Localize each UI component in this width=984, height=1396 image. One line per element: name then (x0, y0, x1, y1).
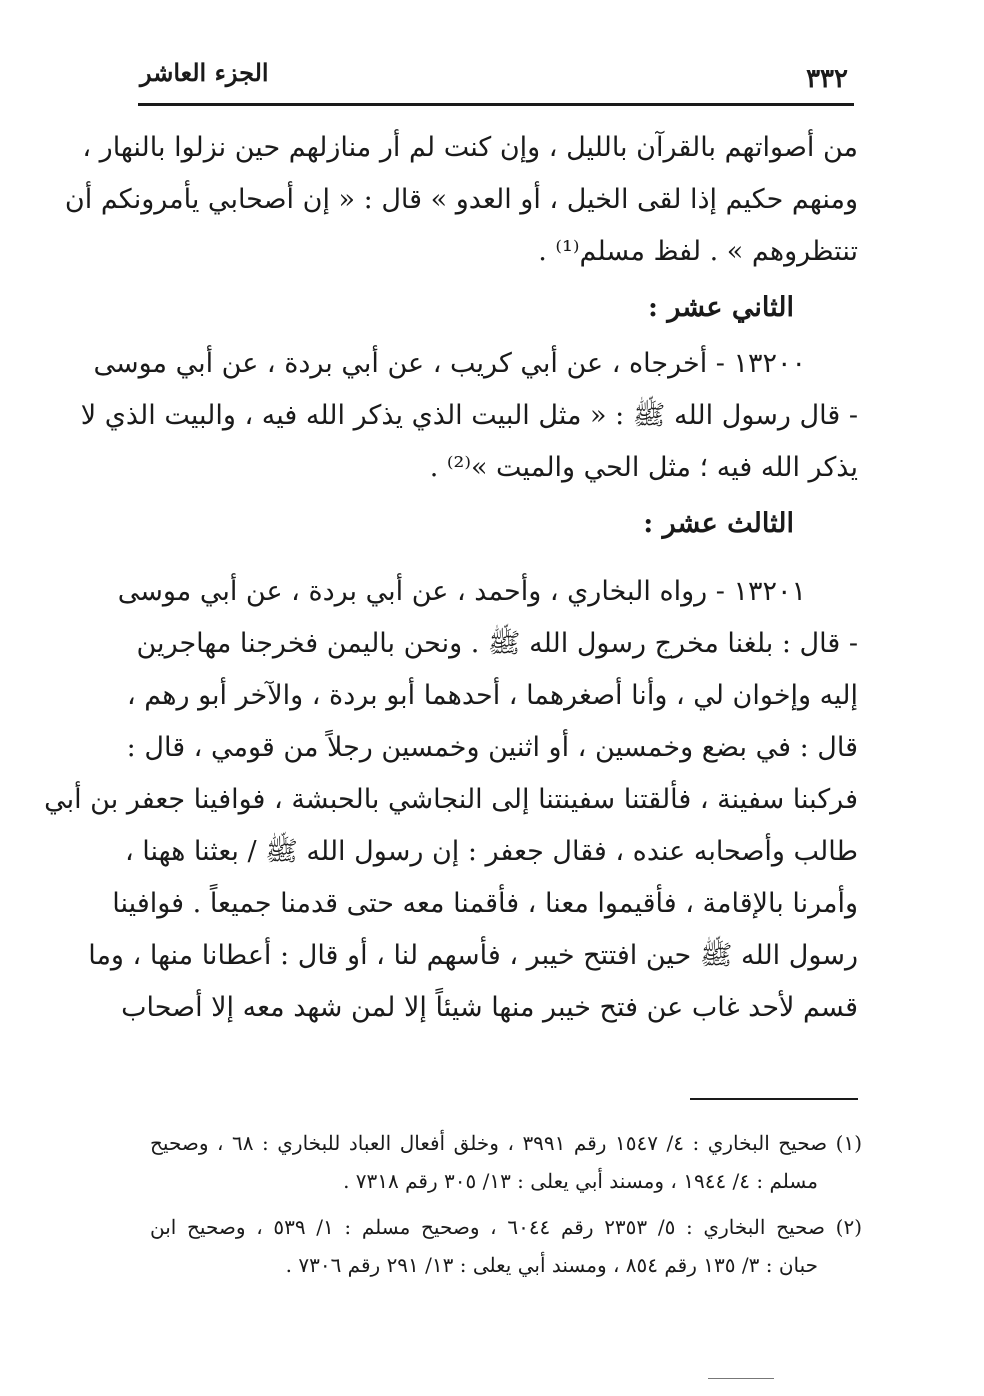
text-line: من أصواتهم بالقرآن بالليل ، وإن كنت لم أر منازلهم حين نزلوا بالنهار ، (82, 132, 858, 163)
page-number: ٣٣٢ (806, 64, 848, 94)
hadith-line: ١٣٢٠١ - رواه البخاري ، وأحمد ، عن أبي بردة ، عن أبي موسى (117, 576, 806, 607)
scan-mark (708, 1378, 774, 1379)
hadith-line: قال : في بضع وخمسين ، أو اثنين وخمسين رجلاً من قومي ، قال : (126, 732, 858, 763)
header-rule (138, 103, 854, 106)
footnote-1-line: (١) صحيح البخاري : ٤/ ١٥٤٧ رقم ٣٩٩١ ، وخلق أفعال العباد للبخاري : ٦٨ ، وصحيح (150, 1131, 862, 1155)
footnote-2-line: حبان : ٣/ ١٣٥ رقم ٨٥٤ ، ومسند أبي يعلى : ١٣/ ٢٩١ رقم ٧٣٠٦ . (285, 1253, 818, 1277)
footnote-1-line: مسلم : ٤/ ١٩٤٤ ، ومسند أبي يعلى : ١٣/ ٣٠٥ رقم ٧٣١٨ . (343, 1169, 818, 1193)
footnotes (150, 1124, 862, 1284)
section-heading: الثاني عشر : (648, 292, 794, 323)
hadith-line: ١٣٢٠٠ - أخرجاه ، عن أبي كريب ، عن أبي بردة ، عن أبي موسى (93, 348, 806, 379)
hadith-line: رسول الله ﷺ حين افتتح خيبر ، فأسهم لنا ، أو قال : أعطانا منها ، وما (88, 940, 858, 971)
hadith-line: - قال رسول الله ﷺ : « مثل البيت الذي يذكر الله فيه ، والبيت الذي لا (80, 400, 858, 431)
text-line: ومنهم حكيم إذا لقى الخيل ، أو العدو » قال : « إن أصحابي يأمرونكم أن (64, 184, 858, 215)
hadith-line: فركبنا سفينة ، فألقتنا سفينتنا إلى النجاشي بالحبشة ، فوافينا جعفر بن أبي (44, 784, 858, 815)
footnote-rule (690, 1098, 858, 1100)
main-text (44, 122, 858, 1034)
page-header (140, 52, 852, 102)
hadith-line: وأمرنا بالإقامة ، فأقيموا معنا ، فأقمنا معه حتى قدمنا جميعاً . فوافينا (112, 888, 858, 919)
running-title: الجزء العاشر (140, 58, 269, 87)
spacer (140, 554, 858, 566)
hadith-line: يذكر الله فيه ؛ مثل الحي والميت »⁽²⁾ . (429, 452, 858, 483)
text-line: تنتظروهم » . لفظ مسلم⁽¹⁾ . (538, 236, 858, 267)
hadith-line: طالب وأصحابه عنده ، فقال جعفر : إن رسول الله ﷺ / بعثنا ههنا ، (124, 836, 858, 867)
hadith-line: قسم لأحد غاب عن فتح خيبر منها شيئاً إلا لمن شهد معه إلا أصحاب (121, 992, 858, 1023)
hadith-line: إليه وإخوان لي ، وأنا أصغرهما ، أحدهما أبو بردة ، والآخر أبو رهم ، (126, 680, 858, 711)
footnote-2-line: (٢) صحيح البخاري : ٥/ ٢٣٥٣ رقم ٦٠٤٤ ، وصحيح مسلم : ١/ ٥٣٩ ، وصحيح ابن (150, 1215, 862, 1239)
hadith-line: - قال : بلغنا مخرج رسول الله ﷺ . ونحن باليمن فخرجنا مهاجرين (136, 628, 858, 659)
section-heading: الثالث عشر : (643, 508, 794, 539)
